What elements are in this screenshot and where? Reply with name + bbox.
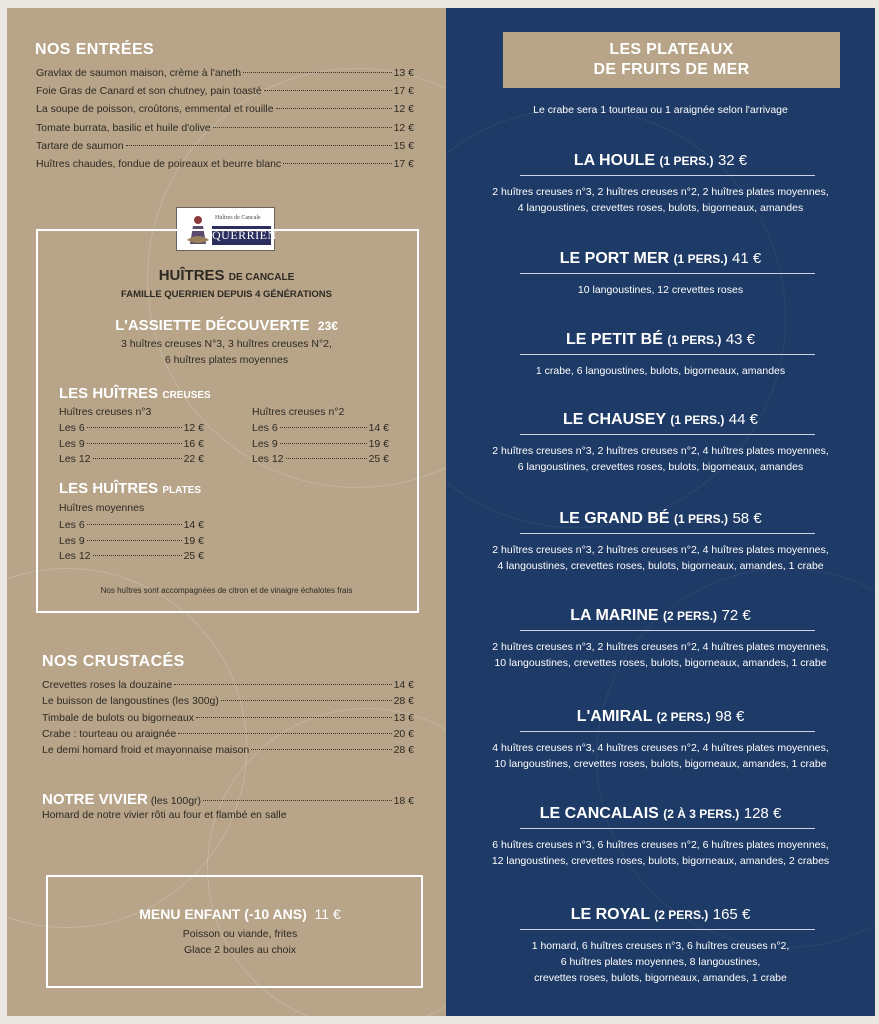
plates-title bbox=[59, 480, 201, 497]
plateau-divider bbox=[520, 273, 815, 274]
dot-leader bbox=[178, 733, 391, 734]
item-price: 14 € bbox=[393, 679, 414, 691]
plateau-desc bbox=[446, 363, 875, 379]
dot-leader bbox=[286, 458, 367, 459]
plateau-desc-line: 10 langoustines, 12 crevettes roses bbox=[577, 284, 744, 296]
creuses-n3-row bbox=[59, 453, 204, 469]
assiette-price: 23€ bbox=[317, 319, 338, 333]
item-price: 12 € bbox=[393, 103, 414, 116]
item-price: 25 € bbox=[183, 550, 204, 563]
item-label: Les 9 bbox=[59, 534, 85, 547]
plateaux-title-line2: DE FRUITS DE MER bbox=[593, 61, 750, 78]
item-label: Le demi homard froid et mayonnaise maison bbox=[42, 744, 250, 757]
plateaux-title-line1: LES PLATEAUX bbox=[609, 41, 734, 58]
dot-leader bbox=[203, 800, 392, 801]
plateaux-title-box bbox=[503, 32, 840, 88]
entree-row bbox=[36, 103, 414, 119]
item-label: Le buisson de langoustines (les 300g) bbox=[42, 695, 219, 708]
plateau-title bbox=[446, 250, 875, 268]
menu-enfant-price: 11 € bbox=[314, 906, 341, 922]
plateau-desc bbox=[446, 282, 875, 298]
plateau-divider bbox=[520, 434, 815, 435]
assiette-line1: 3 huîtres creuses N°3, 3 huîtres creuses N°2, bbox=[121, 338, 332, 350]
menu-enfant-title: MENU ENFANT (-10 ANS) bbox=[139, 906, 307, 922]
dot-leader bbox=[280, 427, 367, 428]
item-label: Huîtres chaudes, fondue de poireaux et beurre blanc bbox=[36, 158, 282, 170]
logo-name: QUERRIEN bbox=[212, 226, 271, 245]
menu-enfant-title-row bbox=[7, 906, 446, 922]
vivier-row bbox=[42, 791, 414, 811]
dot-leader bbox=[174, 684, 391, 685]
plateau-title bbox=[446, 906, 875, 924]
plateau-price: 98 € bbox=[715, 708, 745, 725]
entrees-title: NOS ENTRÉES bbox=[35, 41, 155, 58]
plateau-desc bbox=[446, 938, 875, 986]
item-price: 16 € bbox=[183, 437, 204, 450]
plateau-price: 43 € bbox=[725, 331, 756, 348]
dot-leader bbox=[196, 717, 392, 718]
plates-heading: Huîtres moyennes bbox=[59, 502, 145, 514]
plateau-desc-line: 1 homard, 6 huîtres creuses n°3, 6 huîtres creuses n°2, bbox=[531, 940, 790, 952]
plateau-desc-line: 12 langoustines, crevettes roses, bulots, bigorneaux, amandes, 2 crabes bbox=[491, 855, 830, 867]
plateau-pers: (2 PERS.) bbox=[663, 609, 718, 623]
plateau-name: LE PORT MER bbox=[559, 250, 670, 267]
plateau-desc-line: 1 crabe, 6 langoustines, bulots, bigorneaux, amandes bbox=[535, 365, 786, 377]
plateau-desc-line: 2 huîtres creuses n°3, 2 huîtres creuses n°2, 4 huîtres plates moyennes, bbox=[492, 445, 829, 457]
entree-row bbox=[36, 67, 414, 83]
dot-leader bbox=[87, 443, 182, 444]
item-label: Timbale de bulots ou bigorneaux bbox=[42, 711, 194, 724]
dot-leader bbox=[280, 443, 367, 444]
item-label: Gravlax de saumon maison, crème à l'aneth bbox=[36, 67, 242, 79]
plateau-pers: (1 PERS.) bbox=[674, 512, 729, 526]
dot-leader bbox=[243, 72, 391, 73]
item-price: 20 € bbox=[393, 727, 414, 740]
plates-title-main: LES HUÎTRES bbox=[59, 480, 159, 497]
vivier-title: NOTRE VIVIER bbox=[42, 791, 148, 808]
plateau-pers: (1 PERS.) bbox=[670, 413, 725, 427]
plateau-title bbox=[446, 805, 875, 823]
item-label: Crabe : tourteau ou araignée bbox=[42, 727, 177, 740]
item-label: Les 6 bbox=[59, 519, 85, 531]
creuses-title-main: LES HUÎTRES bbox=[59, 385, 159, 402]
plates-row bbox=[59, 550, 204, 566]
plateau-pers: (1 PERS.) bbox=[667, 333, 722, 347]
plateau-name: LE GRAND BÉ bbox=[559, 510, 670, 527]
plateau-desc-line: 10 langoustines, crevettes roses, bulots, bigorneaux, amandes, 1 crabe bbox=[494, 657, 827, 669]
plateau-desc bbox=[446, 443, 875, 475]
vivier-price: 18 € bbox=[393, 795, 414, 807]
item-label: Les 9 bbox=[252, 437, 278, 450]
plateau-title bbox=[446, 331, 875, 349]
menu-enfant-line1: Poisson ou viande, frites bbox=[182, 928, 298, 940]
plates-row bbox=[59, 519, 204, 535]
entree-row bbox=[36, 140, 414, 156]
plateau-pers: (2 À 3 PERS.) bbox=[663, 807, 740, 821]
plateau-desc-line: 4 langoustines, crevettes roses, bulots, bigorneaux, amandes, 1 crabe bbox=[497, 560, 824, 572]
item-price: 22 € bbox=[183, 453, 204, 466]
item-label: La soupe de poisson, croûtons, emmental et rouille bbox=[36, 103, 274, 116]
dot-leader bbox=[221, 700, 392, 701]
huitres-title-small: DE CANCALE bbox=[228, 272, 295, 283]
item-price: 28 € bbox=[393, 744, 414, 757]
crustace-row bbox=[42, 695, 414, 711]
plateaux-note: Le crabe sera 1 tourteau ou 1 araignée selon l'arrivage bbox=[533, 104, 788, 116]
plateau-price: 32 € bbox=[717, 152, 748, 169]
plateau-divider bbox=[520, 828, 815, 829]
plateau-desc-line: 2 huîtres creuses n°3, 2 huîtres creuses n°2, 4 huîtres plates moyennes, bbox=[492, 544, 829, 556]
item-price: 12 € bbox=[393, 121, 414, 134]
entree-row bbox=[36, 158, 414, 174]
dot-leader bbox=[126, 145, 392, 146]
left-panel bbox=[7, 8, 446, 1016]
plateau-desc-line: 10 langoustines, crevettes roses, bulots, bigorneaux, amandes, 1 crabe bbox=[494, 758, 827, 770]
plateau-pers: (2 PERS.) bbox=[654, 908, 709, 922]
plateau-divider bbox=[520, 630, 815, 631]
item-price: 19 € bbox=[368, 437, 389, 450]
creuses-n2-row bbox=[252, 453, 389, 469]
item-price: 28 € bbox=[393, 695, 414, 708]
plateau-title bbox=[446, 708, 875, 726]
creuses-title-small: CREUSES bbox=[162, 390, 211, 401]
creuses-col1-heading: Huîtres creuses n°3 bbox=[59, 406, 152, 418]
plateau-desc-line: 6 langoustines, crevettes roses, bulots, bigorneaux, amandes bbox=[517, 461, 804, 473]
plates-row bbox=[59, 535, 204, 551]
assiette-title-row bbox=[7, 317, 446, 334]
item-label: Les 6 bbox=[59, 422, 85, 434]
crustace-row bbox=[42, 679, 414, 695]
huitres-note: Nos huîtres sont accompagnées de citron et de vinaigre échalotes frais bbox=[100, 586, 353, 595]
plateau-desc-line: crevettes roses, bulots, bigorneaux, amandes, 1 crabe bbox=[534, 972, 787, 984]
crustaces-title: NOS CRUSTACÉS bbox=[42, 653, 185, 670]
plateau-price: 58 € bbox=[732, 510, 762, 527]
plateau-divider bbox=[520, 731, 815, 732]
vivier-desc: Homard de notre vivier rôti au four et flambé en salle bbox=[42, 809, 287, 821]
plateau-pers: (1 PERS.) bbox=[673, 252, 728, 266]
plateau-divider bbox=[520, 533, 815, 534]
right-panel bbox=[446, 8, 875, 1016]
plateau-title bbox=[446, 152, 875, 170]
plateau-name: LA MARINE bbox=[570, 607, 659, 624]
item-label: Foie Gras de Canard et son chutney, pain toasté bbox=[36, 85, 262, 98]
dot-leader bbox=[283, 163, 391, 164]
assiette-line2: 6 huîtres plates moyennes bbox=[164, 354, 289, 366]
dot-leader bbox=[276, 108, 392, 109]
item-price: 12 € bbox=[183, 422, 204, 434]
crustace-row bbox=[42, 728, 414, 744]
item-label: Les 6 bbox=[252, 422, 278, 434]
plateau-name: LE CHAUSEY bbox=[563, 411, 666, 428]
creuses-title bbox=[59, 385, 211, 402]
plates-title-small: PLATES bbox=[162, 485, 202, 496]
plateau-desc-line: 6 huîtres plates moyennes, 8 langoustines, bbox=[560, 956, 761, 968]
item-label: Les 12 bbox=[252, 453, 284, 466]
dot-leader bbox=[87, 540, 182, 541]
creuses-col2-heading: Huîtres creuses n°2 bbox=[252, 406, 345, 418]
plateau-pers: (2 PERS.) bbox=[656, 710, 711, 724]
vivier-unit: (les 100gr) bbox=[150, 795, 202, 807]
plateau-price: 128 € bbox=[743, 805, 782, 822]
plateau-desc-line: 6 huîtres creuses n°3, 6 huîtres creuses n°2, 6 huîtres plates moyennes, bbox=[492, 839, 829, 851]
plateau-name: LE CANCALAIS bbox=[539, 805, 659, 822]
plateau-divider bbox=[520, 175, 815, 176]
dot-leader bbox=[213, 127, 392, 128]
plateau-desc-line: 4 langoustines, crevettes roses, bulots, bigorneaux, amandes bbox=[517, 202, 804, 214]
plateau-price: 165 € bbox=[712, 906, 751, 923]
item-price: 13 € bbox=[393, 67, 414, 79]
item-label: Tartare de saumon bbox=[36, 139, 124, 152]
plateau-name: LA HOULE bbox=[573, 152, 656, 169]
item-price: 17 € bbox=[393, 85, 414, 98]
item-price: 14 € bbox=[183, 519, 204, 531]
plateau-desc bbox=[446, 184, 875, 216]
plateau-name: L'AMIRAL bbox=[576, 708, 653, 725]
dot-leader bbox=[264, 90, 392, 91]
plateau-desc-line: 2 huîtres creuses n°3, 2 huîtres creuses n°2, 4 huîtres plates moyennes, bbox=[492, 641, 829, 653]
plateau-title bbox=[446, 510, 875, 528]
plateau-divider bbox=[520, 354, 815, 355]
plateau-price: 72 € bbox=[721, 607, 751, 624]
item-price: 19 € bbox=[183, 534, 204, 547]
plateau-desc-line: 4 huîtres creuses n°3, 4 huîtres creuses n°2, 4 huîtres plates moyennes, bbox=[492, 742, 829, 754]
item-price: 14 € bbox=[368, 422, 389, 434]
plateau-desc bbox=[446, 740, 875, 772]
item-label: Les 12 bbox=[59, 453, 91, 466]
plateau-desc bbox=[446, 639, 875, 671]
huitres-subtitle: FAMILLE QUERRIEN DEPUIS 4 GÉNÉRATIONS bbox=[121, 289, 332, 300]
item-label: Les 9 bbox=[59, 437, 85, 450]
creuses-n3-row bbox=[59, 422, 204, 438]
plateau-pers: (1 PERS.) bbox=[659, 154, 714, 168]
plateau-divider bbox=[520, 929, 815, 930]
plateau-desc bbox=[446, 837, 875, 869]
dot-leader bbox=[87, 524, 182, 525]
dot-leader bbox=[87, 427, 182, 428]
item-label: Les 12 bbox=[59, 550, 91, 563]
entree-row bbox=[36, 122, 414, 138]
crustace-row bbox=[42, 712, 414, 728]
huitres-title-main: HUÎTRES bbox=[158, 267, 225, 284]
plateau-name: LE PETIT BÉ bbox=[565, 331, 663, 348]
dot-leader bbox=[251, 749, 391, 750]
menu-enfant-line2: Glace 2 boules au choix bbox=[183, 944, 297, 956]
plateau-title bbox=[446, 607, 875, 625]
item-price: 25 € bbox=[368, 453, 389, 466]
crustace-row bbox=[42, 744, 414, 760]
item-label: Crevettes roses la douzaine bbox=[42, 679, 173, 691]
dot-leader bbox=[93, 555, 182, 556]
plateau-price: 44 € bbox=[728, 411, 758, 428]
huitres-title bbox=[7, 267, 446, 284]
plateau-name: LE ROYAL bbox=[570, 906, 650, 923]
plateau-desc bbox=[446, 542, 875, 574]
creuses-n2-row bbox=[252, 422, 389, 438]
plateau-price: 41 € bbox=[732, 250, 762, 267]
item-price: 15 € bbox=[393, 139, 414, 152]
item-label: Tomate burrata, basilic et huile d'olive bbox=[36, 121, 211, 134]
plateau-title bbox=[446, 411, 875, 429]
creuses-n3-row bbox=[59, 438, 204, 454]
plateau-desc-line: 2 huîtres creuses n°3, 2 huîtres creuses n°2, 2 huîtres plates moyennes, bbox=[492, 186, 829, 198]
creuses-n2-row bbox=[252, 438, 389, 454]
assiette-title: L'ASSIETTE DÉCOUVERTE bbox=[115, 317, 310, 334]
entree-row bbox=[36, 85, 414, 101]
dot-leader bbox=[93, 458, 182, 459]
item-price: 13 € bbox=[393, 711, 414, 724]
logo-tagline: Huîtres de Cancale bbox=[215, 215, 261, 221]
item-price: 17 € bbox=[393, 158, 414, 170]
